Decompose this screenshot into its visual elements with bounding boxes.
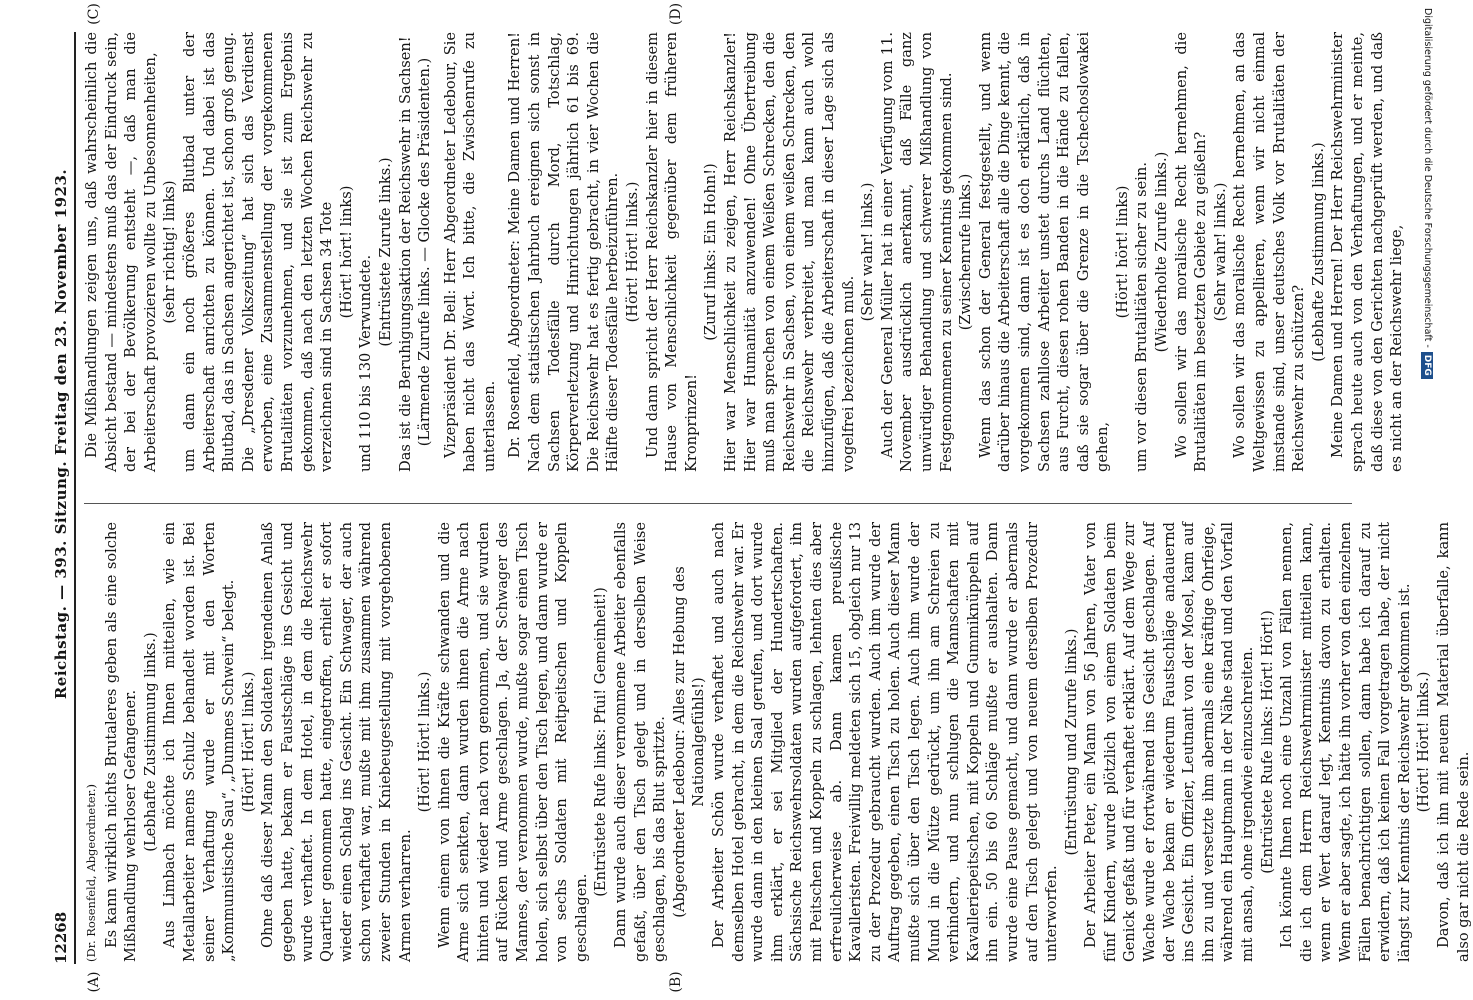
interjection: (Hört! Hört! links.) bbox=[416, 671, 434, 813]
interjection: (Sehr wahr! links.) bbox=[859, 182, 877, 322]
interjection: (Hört! Hört! links.) bbox=[624, 181, 642, 323]
margin-letter-c: (C) bbox=[86, 3, 102, 25]
paragraph: Die Mißhandlungen zeigen uns, daß wahrscheinlich die Absicht bestand — mindestens muß das der Eindruck sein, der bei der Bevölkerung entsteht —, daß man die Arbeiterschaft provozieren wollte zu Unbesonnenheiten, bbox=[83, 32, 159, 472]
interjection: (Abgeordneter Ledebour: Alles zur Hebung des Nationalgefühls!) bbox=[670, 566, 708, 918]
paragraph-speaker: Dr. Rosenfeld, Abgeordneter: Meine Damen und Herren! Nach dem statistischen Jahrbuch ereignen sich sonst in Sachsen Todesfälle durch Mord, Totschlag, Körperverletzung und Hinrichtungen jährlich 61 bis 69. Die Reichswehr hat es fertig gebracht, in vier Wochen die Hälfte dieser Todesfälle herbeizuführen. bbox=[506, 32, 622, 472]
interjection: (Entrüstung und Zurufe links.) bbox=[1062, 628, 1080, 856]
left-column bbox=[82, 521, 1472, 962]
dfg-logo: DFG bbox=[1421, 352, 1433, 379]
paragraph: Der Arbeiter Peter, ein Mann von 56 Jahren, Vater von fünf Kindern, wurde plötzlich von einem Soldaten beim Genick gefaßt und für verhaftet erklärt. Auf dem Wege zur Wache wurde er fortwährend ins Gesicht geschlagen. Auf der Wache bekam er wiederum Faustschläge andauernd ins Gesicht. Ein Offizier, Leutnant von der Mosel, kam auf ihn zu und versetzte ihm abermals eine kräftige Ohrfeige, während ein Hauptmann in der Nähe stand und den Vorfall mit ansah, ohne irgendwie einzuschreiten. bbox=[1082, 521, 1257, 962]
paragraph: um dann ein noch größeres Blutbad unter der Arbeiterschaft anrichten zu können. Und dabei ist das Blutbad, das in Sachsen angerichtet ist, schon groß genug. Die „Dresdener Volkszeitung“ hat sich das Verdienst erworben, eine Zusammenstellung der vorgekommenen Brutalitäten vorzunehmen, und sie ist zum Ergebnis gekommen, daß nach den letzten Wochen Reichswehr zu verzeichnen sind in Sachsen 34 Tote bbox=[180, 32, 336, 472]
paragraph: Und dann spricht der Herr Reichskanzler hier in diesem Hause von Menschlichkeit gegenüber dem früheren Kronprinzen! bbox=[643, 32, 700, 472]
margin-letter-d: (D) bbox=[668, 2, 684, 26]
paragraph: Wo sollen wir das moralische Recht hernehmen, die Brutalitäten im besetzten Gebiete zu geißeln? bbox=[1172, 32, 1210, 472]
header-rule bbox=[74, 32, 76, 964]
paragraph: Das ist die Beruhigungsaktion der Reichswehr in Sachsen! bbox=[396, 36, 414, 472]
column-divider bbox=[84, 503, 1352, 504]
page-header bbox=[52, 32, 74, 964]
paragraph: Ohne daß dieser Mann den Soldaten irgendeinen Anlaß gegeben hatte, bekam er Faustschläge ins Gesicht und wurde verhaftet. In dem Hotel, in dem die Reichswehr Quartier genommen hatte, eingetroffen, erhielt er sofort wieder einen Schlag ins Gesicht. Ein Schwager, der auch schon verhaftet war, mußte mit ihm zusammen während zweier Stunden in Kniebeugestellung mit vorgehobenen Armen verharren. bbox=[259, 522, 414, 962]
interjection: (Zwischenrufe links.) bbox=[957, 173, 975, 331]
paragraph: Hier war Menschlichkeit zu zeigen, Herr Reichskanzler! Hier war Humanität anzuwenden! Ohne Übertreibung muß man sprechen von einem Weißen Schrecken, den die Reichswehr in Sachsen, von einem weißen Schrecken, den die Reichswehr verbreitet, und man kann auch wohl hinzufügen, daß die Arbeiterschaft in dieser Lage sich als vogelfrei bezeichnen muß. bbox=[722, 32, 857, 472]
interjection: (Hört! hört! links) bbox=[337, 185, 355, 319]
paragraph: Wenn einem von ihnen die Kräfte schwanden und die Arme sich senkten, dann wurden ihnen die Arme nach hinten und wieder nach vorn genommen, und sie wurden auf Rücken und Arme geschlagen. Ja, der Schwager des Mannes, der vernommen wurde, mußte sogar einen Tisch holen, sich selbst über den Tisch legen, und dann wurde er von sechs Soldaten mit Reitpeitschen und Koppeln geschlagen. bbox=[435, 522, 590, 962]
paragraph: Wenn das schon der General festgestellt, und wenn darüber hinaus die Arbeiterschaft alle die Dinge kennt, die vorgekommen sind, dann ist es doch erklärlich, daß in Sachsen zahllose Arbeiter unstet durchs Land flüchten, aus Furcht, diesen rohen Banden in die Hände zu fallen, daß sie sogar über die Grenze in die Tschechoslowakei gehen, bbox=[976, 32, 1112, 472]
interjection: (Hört! Hört! links.) bbox=[1415, 671, 1433, 813]
paragraph: Wo sollen wir das moralische Recht hernehmen, an das Weltgewissen zu appellieren, wenn wir nicht einmal imstande sind, unser deutsches Volk vor Brutalitäten der Reichswehr zu schützen? bbox=[1231, 32, 1308, 472]
interjection: (Sehr wahr! links.) bbox=[1211, 182, 1229, 322]
page-number: 12268 bbox=[52, 911, 70, 964]
interjection: (Zuruf links: Ein Hohn!) bbox=[702, 163, 720, 341]
paragraph: Es kann wirklich nichts Brutaleres geben als eine solche Mißhandlung wehrloser Gefangener. bbox=[102, 522, 140, 962]
interjection: (Entrüstete Rufe links: Hört! Hört!) bbox=[1258, 610, 1276, 874]
paragraph: Davon, daß ich ihn mit neuem Material überfalle, kann also gar nicht die Rede sein. bbox=[1434, 522, 1472, 962]
paragraph: Auch der General Müller hat in einer Verfügung vom 11. November ausdrücklich anerkannt, daß Fälle ganz unwürdiger Behandlung und schwerer Mißhandlung von Festgenommenen zu seiner Kenntnis gekommen sind. bbox=[878, 32, 955, 472]
paragraph: um vor diesen Brutalitäten sicher zu sein. bbox=[1133, 162, 1151, 472]
interjection: (Lebhafte Zustimmung links.) bbox=[1309, 142, 1327, 362]
interjection: (Lebhafte Zustimmung links.) bbox=[141, 632, 159, 852]
interjection: (sehr richtig! links) bbox=[161, 180, 179, 324]
margin-letter-a: (A) bbox=[86, 971, 102, 993]
interjection: (Wiederholte Zurufe links.) bbox=[1153, 151, 1171, 353]
interjection: (Entrüstete Zurufe links.) bbox=[376, 157, 394, 347]
credit-text: Digitalisierung gefördert durch die Deutsche Forschungsgemeinschaft - bbox=[1422, 8, 1433, 348]
paragraph: Meine Damen und Herren! Der Herr Reichswehrminister sprach heute auch von den Verhaftungen, und er meinte, daß diese von den Gerichten nachgeprüft werden, und daß es nicht an der Reichswehr liege, bbox=[1329, 32, 1406, 472]
interjection: (Lärmende Zurufe links. — Glocke des Präsidenten.) bbox=[416, 57, 434, 447]
paragraph: Aus Limbach möchte ich Ihnen mitteilen, wie ein Metallarbeiter namens Schulz behandelt worden ist. Bei seiner Verhaftung wurde er mit den Worten „Kommunistische Sau“, „Dummes Schwein“ belegt. bbox=[161, 522, 238, 962]
paragraph: Der Arbeiter Schön wurde verhaftet und auch nach demselben Hotel gebracht, in dem die Reichswehr war. Er wurde dann in den kleinen Saal gerufen, und dort wurde ihm erklärt, er sei Mitglied der Hundertschaften. Sächsische Reichswehrsoldaten wurden aufgefordert, ihn mit Peitschen und Koppeln zu schlagen, lehnten dies aber erfreulicherweise ab. Dann kamen preußische Kavalleristen. Freiwillig meldeten sich 15, obgleich nur 13 zu der Prozedur gebraucht wurden. Auch ihm wurde der Auftrag gegeben, einen Tisch zu holen. Auch dieser Mann mußte sich über den Tisch legen. Auch ihm wurde der Mund in die Mütze gedrückt, um ihn am Schreien zu verhindern, und nun schlugen die Mannschaften mit Kavalleriepeitschen, mit Koppeln und Gummiknüppeln auf ihn ein. 50 bis 60 Schläge mußte er aushalten. Dann wurde eine Pause gemacht, und dann wurde er abermals auf den Tisch gelegt und von neuem derselben Prozedur unterworfen. bbox=[710, 522, 1061, 962]
interjection: (Entrüstete Rufe links: Pfui! Gemeinheit!) bbox=[592, 587, 610, 897]
paragraph-vice-president: Vizepräsident Dr. Bell: Herr Abgeordneter Ledebour, Sie haben nicht das Wort. Ich bitte, die Zwischenrufe zu unterlassen. bbox=[441, 32, 498, 472]
paragraph: und 110 bis 130 Verwundete. bbox=[357, 254, 375, 472]
interjection: (Hört! Hört! links.) bbox=[239, 671, 257, 813]
digitization-credit bbox=[1420, 8, 1434, 992]
paragraph: Ich könnte Ihnen noch eine Unzahl von Fällen nennen, die ich dem Herrn Reichswehrminister mitteilen kann, wenn er Wert darauf legt, Kenntnis davon zu erhalten. Wenn er aber sagte, ich hätte ihn vorher von den einzelnen Fällen benachrichtigen sollen, dann habe ich darauf zu erwidern, daß ich keinen Fall vorgetragen habe, der nicht längst zur Kenntnis der Reichswehr gekommen ist. bbox=[1278, 522, 1413, 962]
margin-letter-b: (B) bbox=[668, 971, 684, 993]
speaker-continuation: (Dr. Rosenfeld, Abgeordneter.) bbox=[84, 784, 98, 962]
interjection: (Hört! hört! links) bbox=[1113, 185, 1131, 319]
right-column bbox=[82, 32, 1406, 472]
paragraph: Dann wurde auch dieser vernommene Arbeiter ebenfalls gefaßt, über den Tisch gelegt und in derselben Weise geschlagen, bis das Blut spritzte. bbox=[612, 522, 669, 962]
running-title: Reichstag. — 393. Sitzung. Freitag den 23. November 1923. bbox=[52, 168, 70, 700]
